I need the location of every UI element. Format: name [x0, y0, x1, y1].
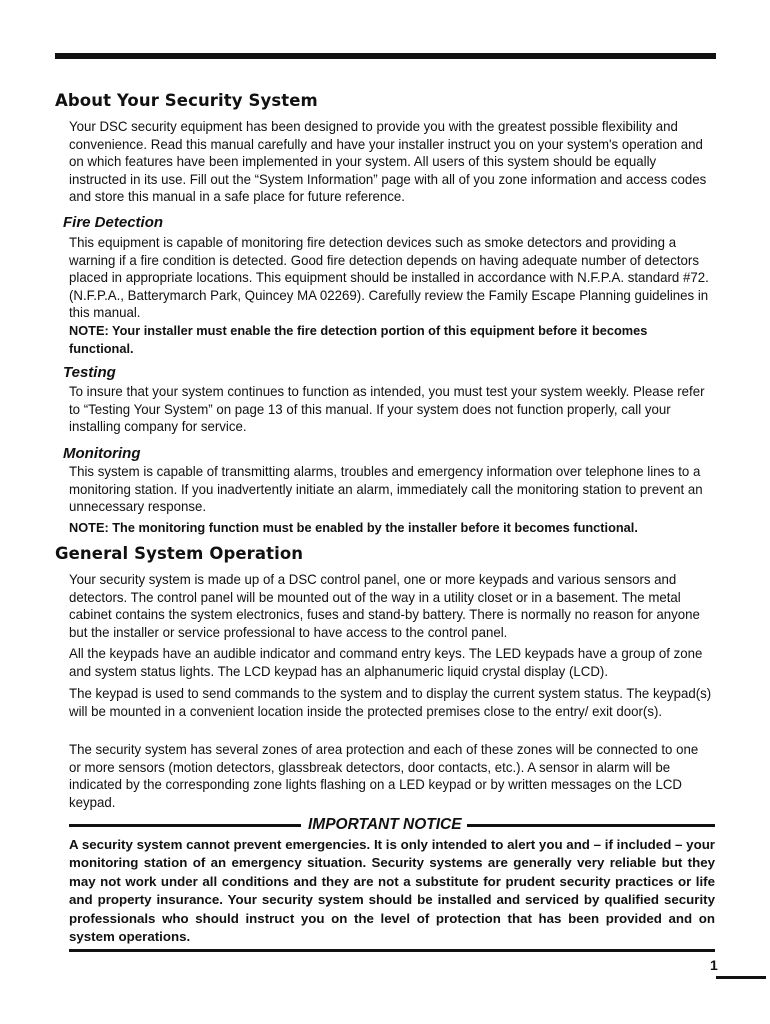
monitoring-heading: Monitoring [63, 445, 141, 462]
notice-bottom-rule [69, 949, 715, 952]
page-corner-rule [716, 976, 766, 979]
page-number: 1 [710, 957, 718, 973]
notice-title: IMPORTANT NOTICE [308, 816, 462, 833]
about-heading: About Your Security System [55, 91, 318, 110]
testing-heading: Testing [63, 364, 116, 381]
about-paragraph: Your DSC security equipment has been designed to provide you with the greatest possible flexibility and convenience. Read this manual carefully and have your installer instruct you on your system's operation and on which features have been implemented in your system. All users of this system should be equally instructed in its use. Fill out the “System Information” page with all of you zone information and access codes and store this manual in a safe place for future reference. [69, 119, 707, 205]
general-paragraph-4: The security system has several zones of area protection and each of these zones will be connected to one or more sensors (motion detectors, glassbreak detectors, door contacts, etc.). A sensor in alarm will be indicated by the corresponding zone lights flashing on a LED keypad or by written messages on the LCD keypad. [69, 742, 699, 810]
notice-body: A security system cannot prevent emergencies. It is only intended to alert you and – if included – your monitoring station of an emergency situation. Security systems are generally very reliable but they may not work under all conditions and they are not a substitute for prudent security practices or life and property insurance. Your security system should be installed and serviced by qualified security professionals who should instruct you on the level of protection that has been provided and on system operations. [69, 837, 715, 945]
notice-left-rule [69, 824, 301, 827]
monitoring-paragraph: This system is capable of transmitting alarms, troubles and emergency information over telephone lines to a monitoring station. If you inadvertently initiate an alarm, immediately call the monitoring station to prevent an unnecessary response. [69, 464, 703, 515]
monitoring-note: NOTE: The monitoring function must be enabled by the installer before it becomes functional. [69, 520, 638, 535]
testing-paragraph: To insure that your system continues to function as intended, you must test your system weekly. Please refer to “Testing Your System” on page 13 of this manual. If your system does not function properly, call your installing company for service. [69, 384, 705, 435]
general-paragraph-3: The keypad is used to send commands to the system and to display the current system status. The keypad(s) will be mounted in a convenient location inside the protected premises close to the entry/ exit door(s). [69, 686, 712, 719]
notice-right-rule [467, 824, 715, 827]
general-operation-heading: General System Operation [55, 544, 304, 563]
fire-detection-note: NOTE: Your installer must enable the fire detection portion of this equipment before it becomes functional. [69, 323, 648, 356]
general-paragraph-2: All the keypads have an audible indicator and command entry keys. The LED keypads have a group of zone and system status lights. The LCD keypad has an alphanumeric liquid crystal display (LCD). [69, 646, 703, 679]
fire-detection-heading: Fire Detection [63, 214, 164, 231]
top-rule [55, 53, 716, 59]
fire-detection-paragraph: This equipment is capable of monitoring fire detection devices such as smoke detectors and providing a warning if a fire condition is detected. Good fire detection depends on having adequate number of detectors placed in appropriate locations. This equipment should be installed in accordance with N.F.P.A. standard #72. (N.F.P.A., Batterymarch Park, Quincey MA 02269). Carefully review the Family Escape Planning guidelines in this manual. [69, 235, 709, 321]
general-paragraph-1: Your security system is made up of a DSC control panel, one or more keypads and various sensors and detectors. The control panel will be mounted out of the way in a utility closet or in a basement. The metal cabinet contains the system electronics, fuses and stand-by battery. There is normally no reason for anyone but the installer or service professional to have access to the control panel. [69, 572, 700, 640]
